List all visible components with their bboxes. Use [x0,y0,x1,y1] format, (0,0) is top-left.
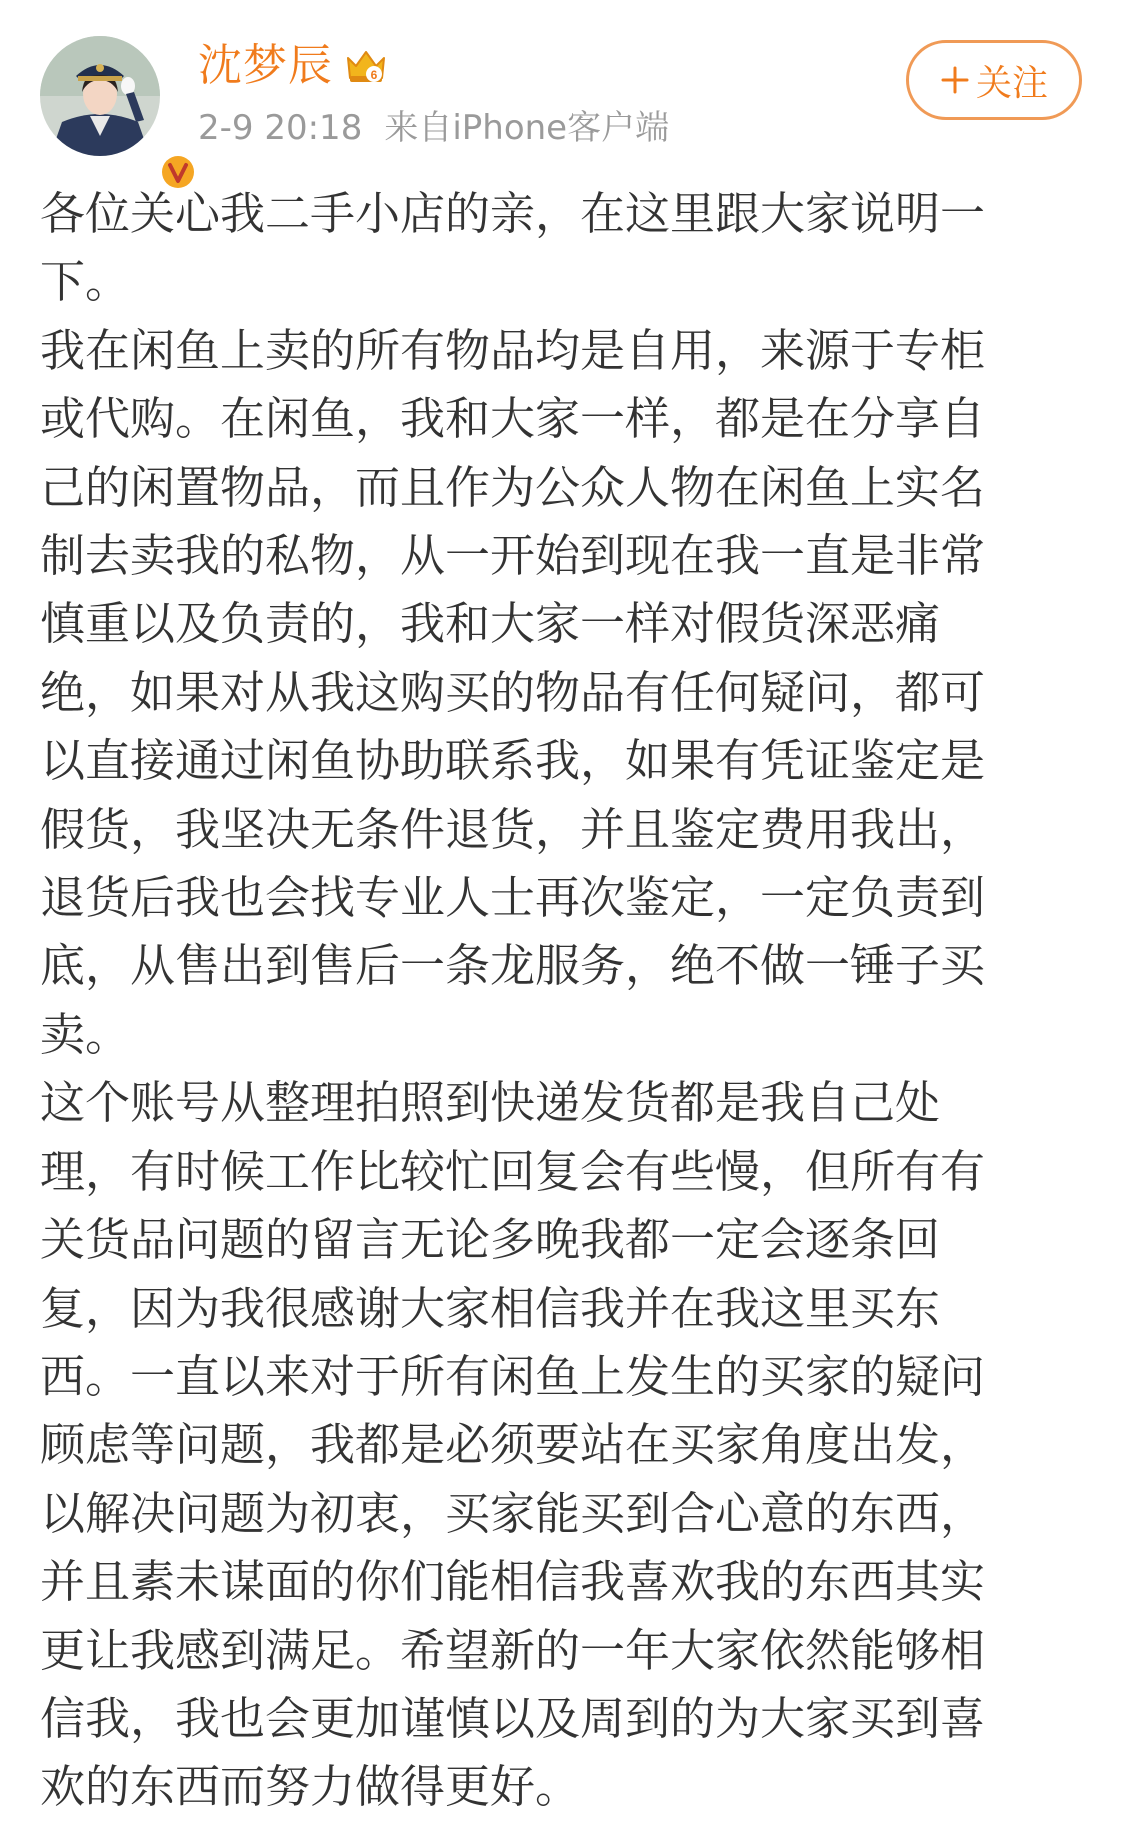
post-text-line: 假货，我坚决无条件退货，并且鉴定费用我出， [40,802,986,856]
post-text-line: 西。一直以来对于所有闲鱼上发生的买家的疑问 [40,1349,986,1403]
post-text-line: 下。 [40,255,131,309]
post-time: 2-9 20:18 [198,108,363,148]
avatar[interactable] [40,36,160,156]
post-header [0,0,1125,168]
post-body [40,180,1090,1822]
post-text-line: 绝，如果对从我这购买的物品有任何疑问，都可 [40,665,986,719]
post-text-line: 欢的东西而努力做得更好。 [40,1760,581,1814]
post-text-line: 信我，我也会更加谨慎以及周到的为大家买到喜 [40,1691,986,1745]
post-text-line: 理，有时候工作比较忙回复会有些慢，但所有有 [40,1144,986,1198]
vip-level: 6 [370,68,378,82]
post-text-line: 更让我感到满足。希望新的一年大家依然能够相 [40,1623,986,1677]
post-text-line: 退货后我也会找专业人士再次鉴定，一定负责到 [40,871,986,925]
post-source[interactable]: 来自iPhone客户端 [384,108,670,148]
post-text-line: 这个账号从整理拍照到快递发货都是我自己处 [40,1076,941,1130]
follow-button[interactable] [906,40,1082,120]
post-text-line: 并且素未谋面的你们能相信我喜欢我的东西其实 [40,1555,986,1609]
post-text-line: 以解决问题为初衷，买家能买到合心意的东西， [40,1486,986,1540]
post-meta [198,106,669,150]
post-text-line: 或代购。在闲鱼，我和大家一样，都是在分享自 [40,392,986,446]
post-text-line: 卖。 [40,1007,131,1061]
avatar-photo-icon [40,36,160,156]
post-text-line: 以直接通过闲鱼协助联系我，如果有凭证鉴定是 [40,734,986,788]
post-text-line: 各位关心我二手小店的亲，在这里跟大家说明一 [40,187,986,240]
post-text-line: 复，因为我很感谢大家相信我并在我这里买东 [40,1281,941,1335]
post-text-line: 己的闲置物品，而且作为公众人物在闲鱼上实名 [40,460,986,514]
post-text-line: 制去卖我的私物，从一开始到现在我一直是非常 [40,529,986,583]
plus-icon [940,65,970,95]
post-text-line: 底，从售出到售后一条龙服务，绝不做一锤子买 [40,939,986,993]
post-text-line: 顾虑等问题，我都是必须要站在买家角度出发， [40,1418,986,1472]
author-name[interactable]: 沈梦辰 [198,40,333,91]
post-text-line: 慎重以及负责的，我和大家一样对假货深恶痛 [40,597,941,651]
crown-vip-icon[interactable] [344,46,388,86]
post-text-line: 关货品问题的留言无论多晚我都一定会逐条回 [40,1213,941,1267]
follow-label: 关注 [975,62,1048,104]
post-text-line: 我在闲鱼上卖的所有物品均是自用，来源于专柜 [40,323,986,377]
